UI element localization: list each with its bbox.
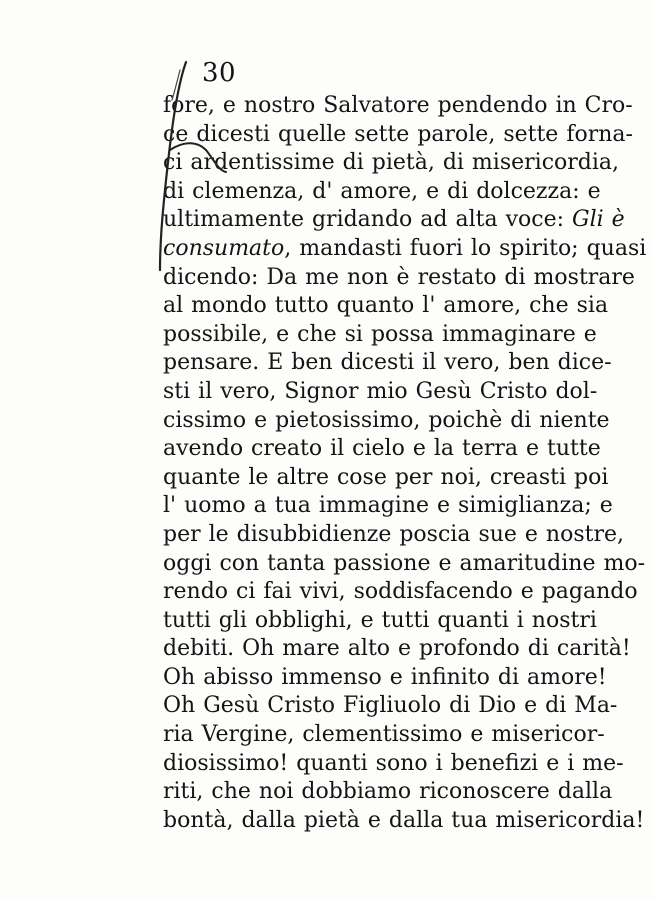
text-line-3: ci ardentissime di pietà, di misericordia, [163, 150, 619, 176]
text-line-12: cissimo e pietosissimo, poichè di niente [163, 407, 610, 433]
text-line-20: debiti. Oh mare alto e profondo di carità! [163, 636, 631, 662]
text-line-25: riti, che noi dobbiamo riconoscere dalla [163, 779, 613, 805]
text-line-6 [163, 235, 647, 264]
text-line-11: sti il vero, Signor mio Gesù Cristo dol- [163, 378, 598, 404]
text-line-24: diosissimo! quanti sono i benefizi e i me- [163, 750, 624, 776]
text-line-16: per le disubbidienze poscia sue e nostre, [163, 521, 624, 547]
text-line-14: quante le altre cose per noi, creasti poi [163, 464, 609, 490]
text-line-6-roman: , mandasti fuori lo spirito; quasi [284, 235, 647, 261]
body-text [163, 92, 647, 835]
text-line-8: al mondo tutto quanto l' amore, che sia [163, 293, 609, 319]
text-line-17: oggi con tanta passione e amaritudine mo- [163, 550, 645, 576]
text-line-21: Oh abisso immenso e infinito di amore! [163, 664, 607, 690]
text-line-2: ce dicesti quelle sette parole, sette forna- [163, 121, 633, 147]
text-line-10: pensare. E ben dicesti il vero, ben dice- [163, 350, 612, 376]
text-line-15: l' uomo a tua immagine e simiglianza; e [163, 493, 613, 519]
text-line-23: ria Vergine, clementissimo e misericor- [163, 722, 605, 748]
italic-phrase-start: Gli è [572, 207, 625, 233]
text-line-9: possibile, e che si possa immaginare e [163, 321, 597, 347]
text-line-5 [163, 206, 625, 235]
text-line-4: di clemenza, d' amore, e di dolcezza: e [163, 178, 601, 204]
text-line-1: fore, e nostro Salvatore pendendo in Cro- [163, 93, 633, 118]
text-line-26: bontà, dalla pietà e dalla tua misericordia! [163, 807, 645, 833]
page-number: 30 [202, 58, 237, 88]
text-line-13: avendo creato il cielo e la terra e tutte [163, 436, 601, 462]
text-line-18: rendo ci fai vivi, soddisfacendo e pagando [163, 579, 638, 605]
text-line-5-roman: ultimamente gridando ad alta voce: [163, 207, 565, 233]
text-line-22: Oh Gesù Cristo Figliuolo di Dio e di Ma- [163, 693, 618, 719]
italic-phrase-end: consumato [163, 235, 285, 261]
text-line-7: dicendo: Da me non è restato di mostrare [163, 264, 635, 290]
text-line-19: tutti gli obblighi, e tutti quanti i nostri [163, 607, 597, 633]
